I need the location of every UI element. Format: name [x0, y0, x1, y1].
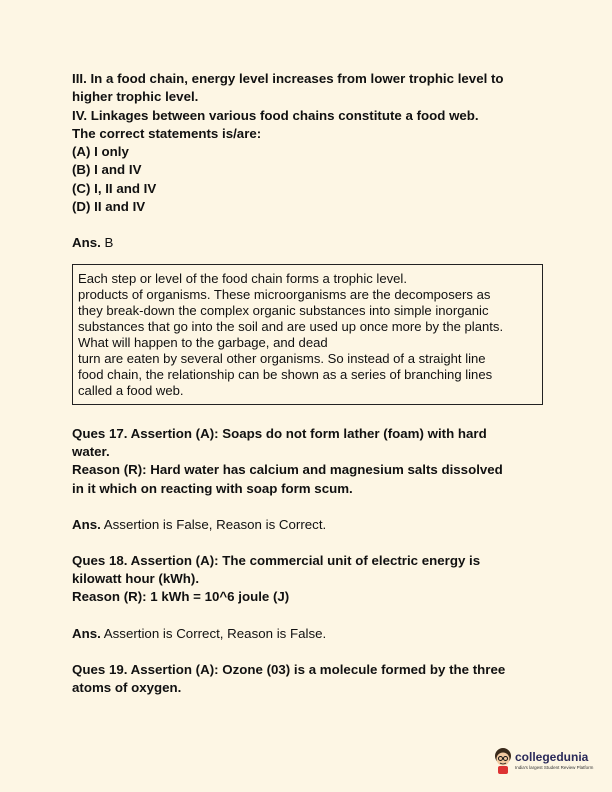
- collegedunia-logo: [493, 744, 593, 778]
- answer-text: Assertion is False, Reason is Correct.: [100, 516, 327, 532]
- q17-line: in it which on reacting with soap form scum.: [72, 480, 353, 496]
- q16-line: The correct statements is/are:: [72, 125, 262, 141]
- q16-answer: [72, 234, 542, 252]
- explanation-box: [72, 264, 543, 404]
- question-19: [72, 661, 542, 698]
- mascot-icon: [493, 746, 513, 776]
- q16-line: IV. Linkages between various food chains constitute a food web.: [72, 107, 479, 123]
- explanation-line: substances that go into the soil and are used up once more by the plants.: [78, 319, 504, 335]
- logo-name: collegedunia: [515, 750, 589, 764]
- q18-line: kilowatt hour (kWh).: [72, 571, 200, 587]
- q18-line: Reason (R): 1 kWh = 10^6 joule (J): [72, 589, 290, 605]
- logo-tagline: India's largest Student Review Platform: [515, 765, 594, 770]
- q16-option-a: (A) I only: [72, 144, 129, 160]
- answer-label: Ans.: [72, 625, 101, 641]
- q17-line: Reason (R): Hard water has calcium and magnesium salts dissolved: [72, 462, 503, 478]
- explanation-line: they break-down the complex organic substances into simple inorganic: [78, 303, 489, 319]
- question-16: [72, 70, 542, 405]
- answer-label: Ans.: [72, 516, 101, 532]
- explanation-line: turn are eaten by several other organisms. So instead of a straight line: [78, 350, 486, 366]
- explanation-line: What will happen to the garbage, and dead: [78, 335, 328, 350]
- q19-line: Ques 19. Assertion (A): Ozone (03) is a molecule formed by the three: [72, 661, 506, 677]
- q17-line: water.: [72, 443, 110, 459]
- explanation-line: products of organisms. These microorganisms are the decomposers as: [78, 287, 491, 303]
- answer-label: Ans.: [72, 235, 101, 251]
- question-18: [72, 552, 542, 643]
- q16-line: higher trophic level.: [72, 89, 199, 105]
- q16-option-b: (B) I and IV: [72, 162, 142, 178]
- q19-line: atoms of oxygen.: [72, 680, 182, 695]
- answer-text: B: [100, 235, 114, 251]
- q18-answer: [72, 625, 542, 643]
- answer-text: Assertion is Correct, Reason is False.: [100, 625, 327, 641]
- q17-answer: [72, 516, 542, 534]
- explanation-line: food chain, the relationship can be shown as a series of branching lines: [78, 366, 493, 382]
- q16-line: III. In a food chain, energy level increases from lower trophic level to: [72, 71, 504, 86]
- q16-option-c: (C) I, II and IV: [72, 180, 157, 196]
- explanation-line: called a food web.: [78, 382, 184, 398]
- q18-line: Ques 18. Assertion (A): The commercial unit of electric energy is: [72, 552, 481, 568]
- page-content: [72, 70, 542, 697]
- q16-option-d: (D) II and IV: [72, 199, 146, 215]
- explanation-line: Each step or level of the food chain forms a trophic level.: [78, 271, 407, 287]
- q17-line: Ques 17. Assertion (A): Soaps do not form lather (foam) with hard: [72, 425, 487, 441]
- question-17: [72, 425, 542, 534]
